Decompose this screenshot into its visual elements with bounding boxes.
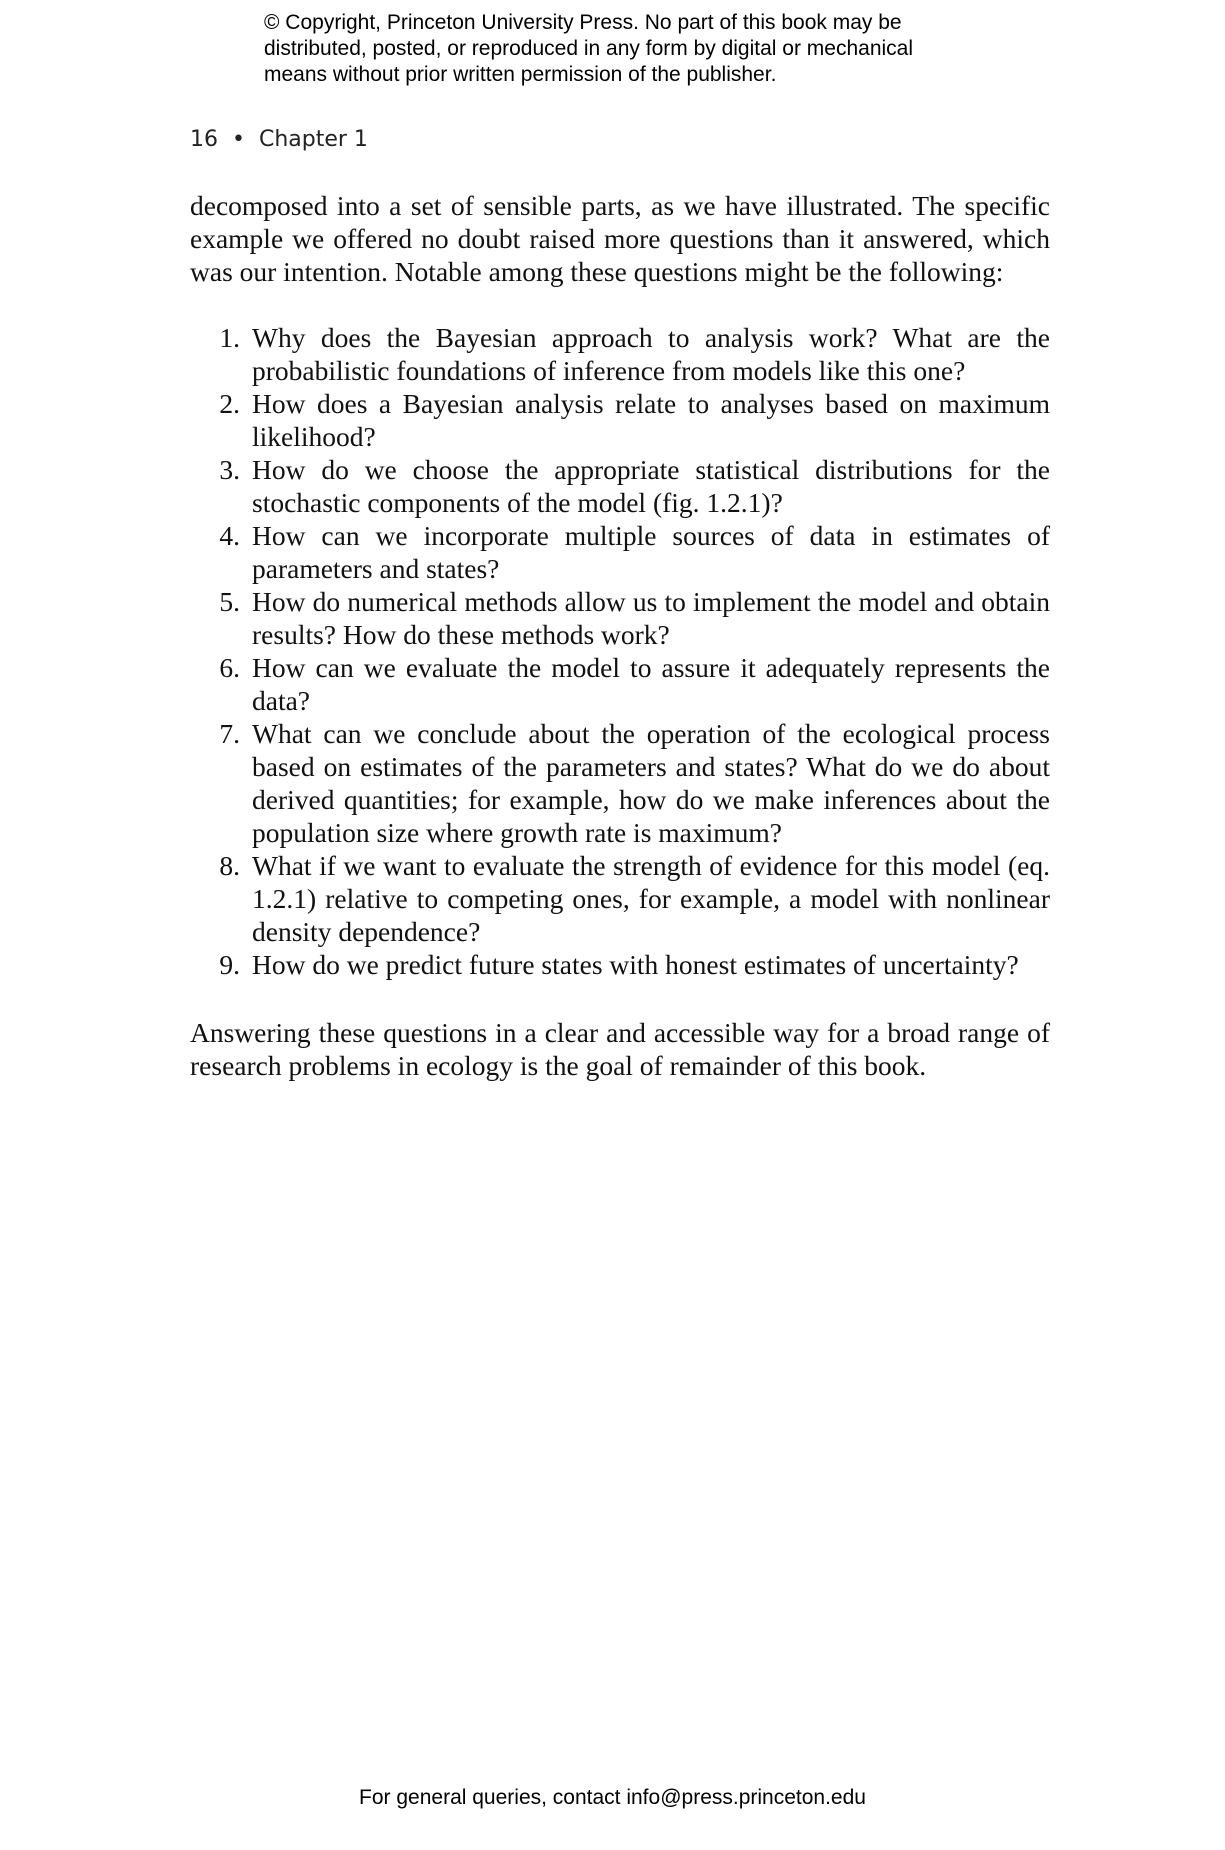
list-item	[190, 453, 1050, 519]
question-list	[190, 321, 1050, 981]
list-item-text: What if we want to evaluate the strength of evidence for this model (eq. 1.2.1) relative to competing ones, for example, a model with nonlinear density dependence?	[252, 850, 1050, 947]
list-item	[190, 321, 1050, 387]
list-item	[190, 651, 1050, 717]
list-item-number: 8.	[219, 850, 240, 881]
list-item-text: How can we incorporate multiple sources of data in estimates of parameters and states?	[252, 520, 1050, 584]
list-item-number: 3.	[219, 454, 240, 485]
list-item-number: 7.	[219, 718, 240, 749]
copyright-notice	[264, 10, 1024, 88]
page-number: 16	[190, 127, 218, 152]
list-item-text: How does a Bayesian analysis relate to analyses based on maximum likelihood?	[252, 388, 1050, 452]
copyright-line-1: © Copyright, Princeton University Press. No part of this book may be	[264, 11, 902, 34]
copyright-line-2: distributed, posted, or reproduced in any form by digital or mechanical	[264, 37, 914, 60]
list-item	[190, 717, 1050, 849]
list-item-number: 4.	[219, 520, 240, 551]
list-item-number: 5.	[219, 586, 240, 617]
list-item-text: How can we evaluate the model to assure it adequately represents the data?	[252, 652, 1050, 716]
intro-paragraph: decomposed into a set of sensible parts, as we have illustrated. The specific example we offered no doubt raised more questions than it answered, which was our intention. Notable among these questions might be the following:	[190, 190, 1050, 287]
list-item-text: How do numerical methods allow us to implement the model and obtain results? How do these methods work?	[252, 586, 1050, 650]
list-item-number: 6.	[219, 652, 240, 683]
list-item	[190, 387, 1050, 453]
list-item	[190, 519, 1050, 585]
chapter-label: Chapter 1	[258, 127, 368, 152]
copyright-line-3: means without prior written permission of the publisher.	[264, 63, 777, 86]
list-item-text: Why does the Bayesian approach to analysis work? What are the probabilistic foundations of inference from models like this one?	[252, 322, 1050, 386]
bullet-separator: •	[232, 127, 245, 152]
list-item	[190, 849, 1050, 948]
list-item-number: 1.	[219, 322, 240, 353]
running-head	[190, 126, 368, 154]
list-item	[190, 948, 1050, 981]
list-item-text: How do we choose the appropriate statistical distributions for the stochastic components of the model (fig. 1.2.1)?	[252, 454, 1050, 518]
list-item-number: 9.	[219, 949, 240, 980]
closing-paragraph: Answering these questions in a clear and accessible way for a broad range of research problems in ecology is the goal of remainder of this book.	[190, 1017, 1050, 1081]
footer-contact: For general queries, contact info@press.princeton.edu	[359, 1786, 866, 1809]
list-item	[190, 585, 1050, 651]
list-item-number: 2.	[219, 388, 240, 419]
list-item-text: What can we conclude about the operation of the ecological process based on estimates of the parameters and states? What do we do about derived quantities; for example, how do we make inferences about the population size where growth rate is maximum?	[252, 718, 1050, 848]
list-item-text: How do we predict future states with honest estimates of uncertainty?	[252, 949, 1019, 980]
